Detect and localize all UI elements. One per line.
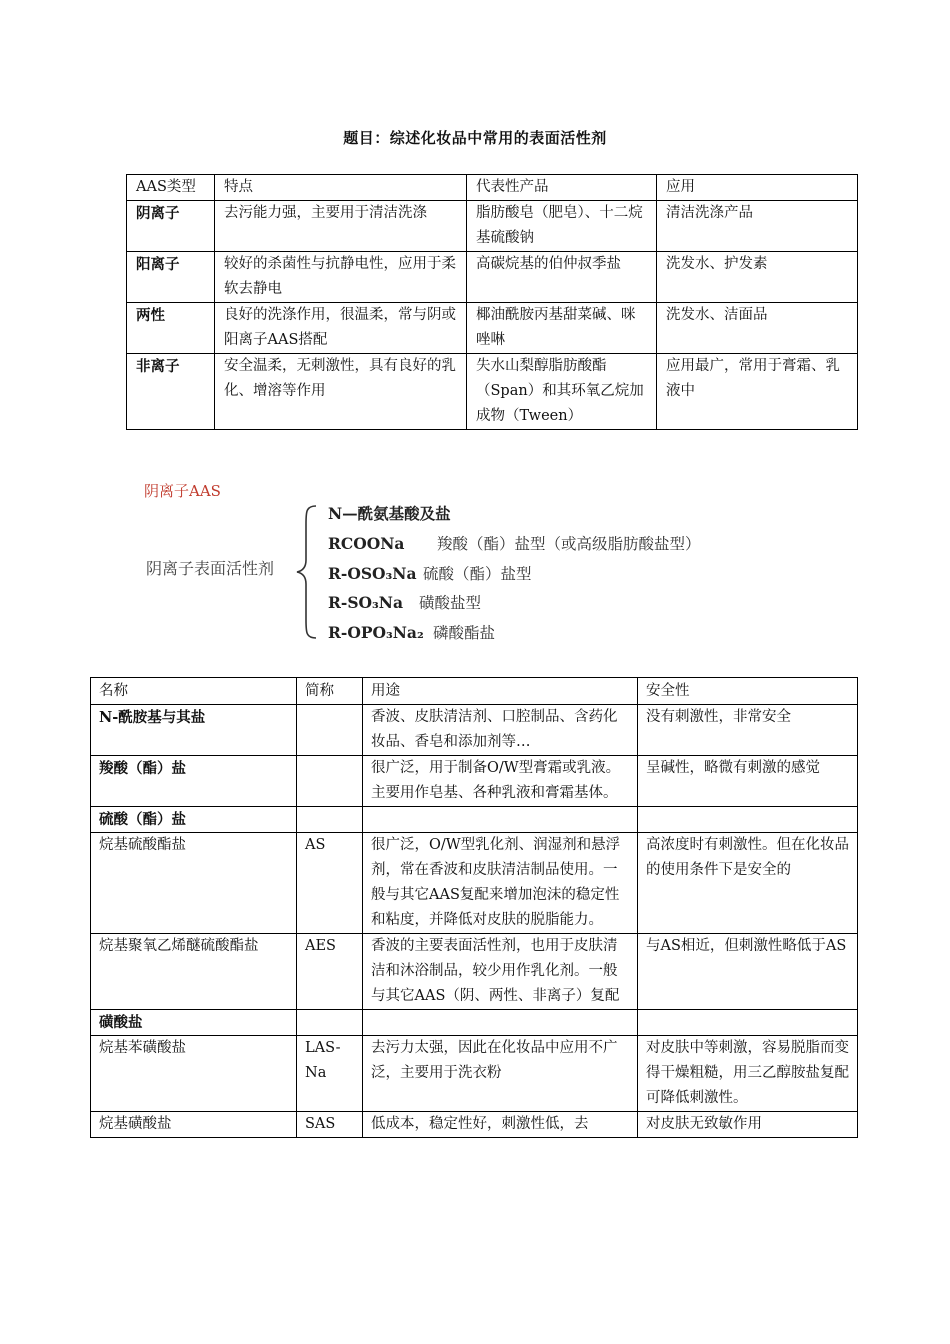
header-cell: 用途 [363,678,638,705]
safety-cell [638,807,858,833]
name-cell: N-酰胺基与其盐 [91,705,297,756]
use-cell: 低成本，稳定性好，刺激性低，去 [363,1112,638,1138]
abbr-cell [297,756,363,807]
name-cell: 烷基硫酸酯盐 [91,833,297,934]
use-cell: 香波的主要表面活性剂，也用于皮肤清洁和沐浴制品，较少用作乳化剂。一般与其它AAS（阴、两性、非离子）复配 [363,934,638,1010]
table-row [91,705,858,756]
type-cell: 非离子 [127,354,215,430]
safety-cell [638,1010,858,1036]
table-header-row [91,678,858,705]
table-row [91,807,858,833]
header-cell: 名称 [91,678,297,705]
name-cell: 烷基聚氧乙烯醚硫酸酯盐 [91,934,297,1010]
table-row [127,354,858,430]
header-cell: AAS类型 [127,175,215,201]
name-cell: 硫酸（酯）盐 [91,807,297,833]
application-cell: 洗发水、护发素 [657,252,858,303]
use-cell: 香波、皮肤清洁剂、口腔制品、含药化妆品、香皂和添加剂等… [363,705,638,756]
safety-cell: 高浓度时有刺激性。但在化妆品的使用条件下是安全的 [638,833,858,934]
name-cell: 烷基苯磺酸盐 [91,1036,297,1112]
products-cell: 脂肪酸皂（肥皂）、十二烷基硫酸钠 [467,201,657,252]
use-cell: 去污力太强，因此在化妆品中应用不广泛，主要用于洗衣粉 [363,1036,638,1112]
table-row [127,303,858,354]
safety-cell: 没有刺激性，非常安全 [638,705,858,756]
features-cell: 安全温柔，无刺激性，具有良好的乳化、增溶等作用 [215,354,467,430]
diagram-item-desc: 硫酸（酯）盐型 [422,565,532,583]
table-row [91,934,858,1010]
header-cell: 安全性 [638,678,858,705]
table-row [91,833,858,934]
curly-brace-icon [294,504,320,640]
application-cell: 应用最广，常用于膏霜、乳液中 [657,354,858,430]
header-cell: 特点 [215,175,467,201]
safety-cell: 对皮肤无致敏作用 [638,1112,858,1138]
page-title: 题目：综述化妆品中常用的表面活性剂 [343,129,607,147]
diagram-item [328,502,451,524]
header-cell: 代表性产品 [467,175,657,201]
diagram-item [328,532,700,554]
table-row [91,1010,858,1036]
features-cell: 良好的洗涤作用，很温柔，常与阴或阳离子AAS搭配 [215,303,467,354]
safety-cell: 对皮肤中等刺激，容易脱脂而变得干燥粗糙，用三乙醇胺盐复配可降低刺激性。 [638,1036,858,1112]
table-row [91,1112,858,1138]
use-cell: 很广泛，用于制备O/W型膏霜或乳液。主要用作皂基、各种乳液和膏霜基体。 [363,756,638,807]
diagram-item [328,621,495,643]
products-cell: 椰油酰胺丙基甜菜碱、咪唑啉 [467,303,657,354]
anionic-detail-table [90,677,858,1138]
features-cell: 去污能力强，主要用于清洁洗涤 [215,201,467,252]
features-cell: 较好的杀菌性与抗静电性，应用于柔软去静电 [215,252,467,303]
header-cell: 应用 [657,175,858,201]
use-cell [363,807,638,833]
use-cell [363,1010,638,1036]
name-cell: 磺酸盐 [91,1010,297,1036]
use-cell: 很广泛，O/W型乳化剂、润湿剂和悬浮剂，常在香波和皮肤清洁制品使用。一般与其它AAS复配来增加泡沫的稳定性和粘度，并降低对皮肤的脱脂能力。 [363,833,638,934]
abbr-cell [297,807,363,833]
table-row [127,201,858,252]
products-cell: 失水山梨醇脂肪酸酯（Span）和其环氧乙烷加成物（Tween） [467,354,657,430]
abbr-cell: LAS-Na [297,1036,363,1112]
abbr-cell [297,705,363,756]
safety-cell: 呈碱性，略微有刺激的感觉 [638,756,858,807]
diagram-item [328,562,531,584]
products-cell: 高碳烷基的伯仲叔季盐 [467,252,657,303]
diagram-item-desc: 磷酸酯盐 [432,624,495,642]
table-row [91,756,858,807]
diagram-item [328,591,481,613]
abbr-cell: AES [297,934,363,1010]
diagram-item-formula: N—酰氨基酸及盐 [328,504,451,523]
abbr-cell: SAS [297,1112,363,1138]
table-row [91,1036,858,1112]
name-cell: 羧酸（酯）盐 [91,756,297,807]
diagram-item-desc: 羧酸（酯）盐型（或高级脂肪酸盐型） [436,535,701,553]
classification-diagram [144,500,784,645]
diagram-item-formula: R-OSO₃Na [328,564,417,583]
diagram-item-desc: 磺酸盐型 [418,594,481,612]
section-heading: 阴离子AAS [144,482,221,500]
application-cell: 清洁洗涤产品 [657,201,858,252]
safety-cell: 与AS相近，但刺激性略低于AS [638,934,858,1010]
abbr-cell: AS [297,833,363,934]
table-header-row [127,175,858,201]
application-cell: 洗发水、洁面品 [657,303,858,354]
table-row [127,252,858,303]
header-cell: 简称 [297,678,363,705]
aas-type-summary-table [126,174,858,430]
type-cell: 阴离子 [127,201,215,252]
type-cell: 两性 [127,303,215,354]
abbr-cell [297,1010,363,1036]
type-cell: 阳离子 [127,252,215,303]
name-cell: 烷基磺酸盐 [91,1112,297,1138]
diagram-root-label: 阴离子表面活性剂 [146,559,275,578]
diagram-item-formula: R-SO₃Na [328,593,404,612]
diagram-item-formula: RCOONa [328,534,405,553]
diagram-item-formula: R-OPO₃Na₂ [328,623,424,642]
